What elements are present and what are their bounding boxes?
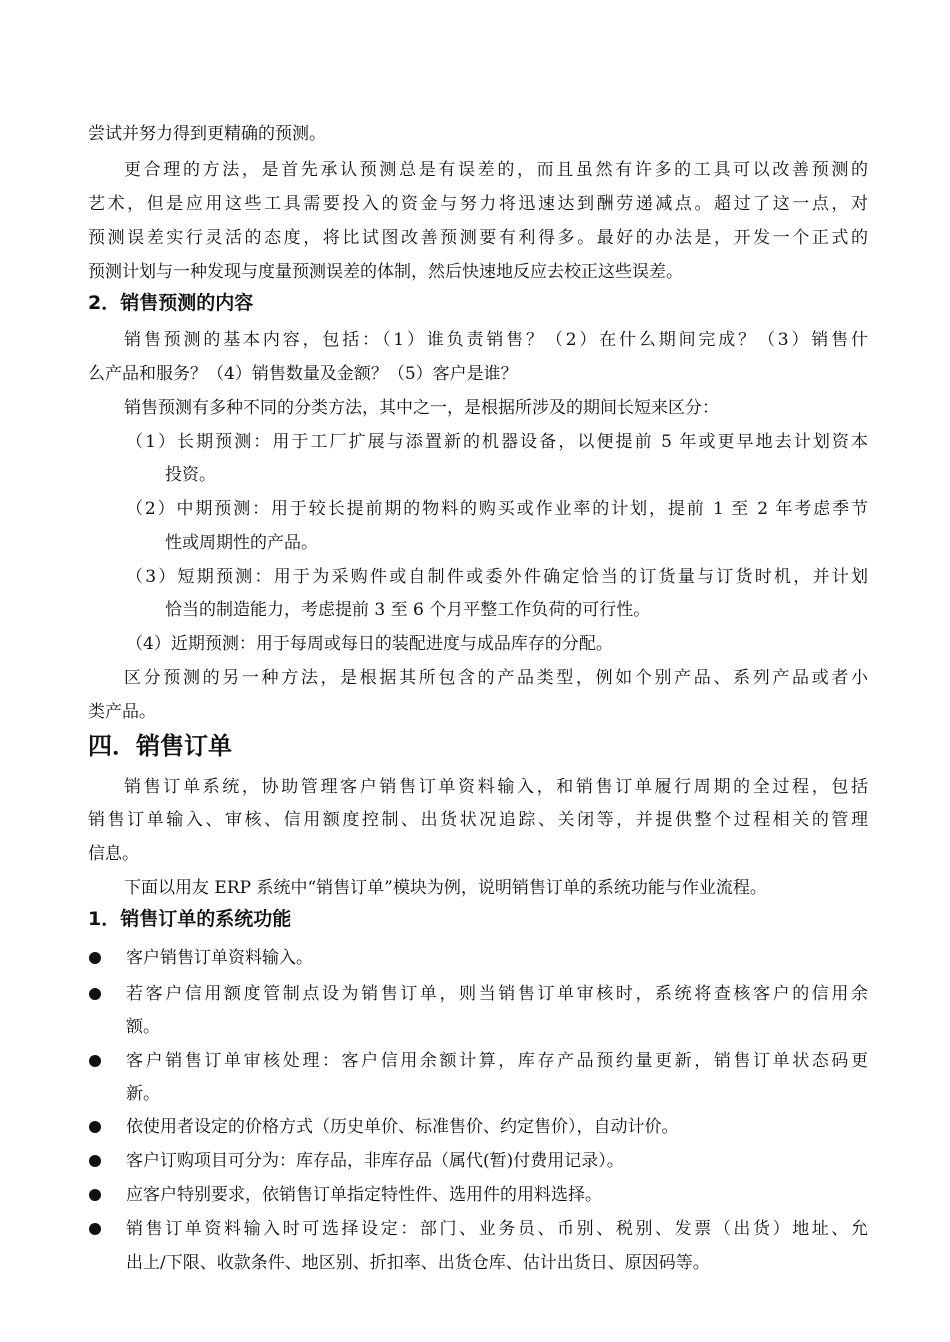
section-heading: 1．销售订单的系统功能	[88, 908, 292, 930]
paragraph-line: 下面以用友 ERP 系统中“销售订单”模块为例，说明销售订单的系统功能与作业流程。	[124, 878, 767, 898]
bullet-item-line: 额。	[126, 1017, 160, 1037]
paragraph-line: 类产品。	[88, 702, 156, 722]
bullet-icon	[89, 988, 101, 1000]
paragraph-line: 更合理的方法，是首先承认预测总是有误差的，而且虽然有许多的工具可以改善预测的	[124, 160, 868, 180]
bullet-icon	[89, 952, 101, 964]
list-item-line: （3）短期预测：用于为采购件或自制件或委外件确定恰当的订货量与订货时机，并计划	[126, 567, 868, 587]
paragraph-line: 销售订单输入、审核、信用额度控制、出货状况追踪、关闭等，并提供整个过程相关的管理	[88, 810, 868, 830]
bullet-item-line: 出上/下限、收款条件、地区别、折扣率、出货仓库、估计出货日、原因码等。	[126, 1253, 710, 1273]
bullet-icon	[89, 1121, 101, 1133]
bullet-item-line: 若客户信用额度管制点设为销售订单，则当销售订单审核时，系统将查核客户的信用余	[126, 984, 868, 1004]
chapter-heading: 四．销售订单	[88, 732, 232, 760]
bullet-icon	[89, 1223, 101, 1235]
list-item-line: 投资。	[165, 465, 216, 485]
bullet-item-line: 客户订购项目可分为：库存品，非库存品（属代(暂)付费用记录）。	[126, 1151, 624, 1171]
paragraph-line: 预测计划与一种发现与度量预测误差的体制，然后快速地反应去校正这些误差。	[88, 262, 683, 282]
paragraph-line: 销售订单系统，协助管理客户销售订单资料输入，和销售订单履行周期的全过程，包括	[124, 777, 868, 797]
bullet-item-line: 新。	[126, 1084, 160, 1104]
paragraph-line: 区分预测的另一种方法，是根据其所包含的产品类型，例如个别产品、系列产品或者小	[124, 668, 868, 688]
bullet-icon	[89, 1189, 101, 1201]
list-item-line: （2）中期预测：用于较长提前期的物料的购买或作业率的计划，提前 1 至 2 年考虑季节	[126, 499, 868, 519]
paragraph-line: 销售预测的基本内容，包括：（1）谁负责销售？（2）在什么期间完成？（3）销售什	[124, 330, 868, 350]
paragraph-line: 预测误差实行灵活的态度，将比试图改善预测要有利得多。最好的办法是，开发一个正式的	[88, 228, 868, 248]
bullet-item-line: 客户销售订单审核处理：客户信用余额计算，库存产品预约量更新，销售订单状态码更	[126, 1051, 868, 1071]
section-heading: 2．销售预测的内容	[88, 292, 254, 314]
bullet-icon	[89, 1155, 101, 1167]
paragraph-line: 么产品和服务？（4）销售数量及金额？（5）客户是谁？	[88, 364, 518, 384]
bullet-icon	[89, 1055, 101, 1067]
list-item-line: 性或周期性的产品。	[165, 533, 318, 553]
bullet-item-line: 销售订单资料输入时可选择设定：部门、业务员、币别、税别、发票（出货）地址、允	[126, 1219, 868, 1239]
paragraph-line: 尝试并努力得到更精确的预测。	[88, 124, 326, 144]
list-item-line: （4）近期预测：用于每周或每日的装配进度与成品库存的分配。	[126, 634, 613, 654]
paragraph-line: 销售预测有多种不同的分类方法，其中之一，是根据所涉及的期间长短来区分：	[124, 398, 719, 418]
list-item-line: 恰当的制造能力，考虑提前 3 至 6 个月平整工作负荷的可行性。	[165, 600, 651, 620]
paragraph-line: 艺术，但是应用这些工具需要投入的资金与努力将迅速达到酬劳递减点。超过了这一点，对	[88, 194, 868, 214]
bullet-item-line: 应客户特别要求，依销售订单指定特性件、选用件的用料选择。	[126, 1185, 602, 1205]
bullet-item-line: 依使用者设定的价格方式（历史单价、标准售价、约定售价），自动计价。	[126, 1117, 679, 1137]
list-item-line: （1）长期预测：用于工厂扩展与添置新的机器设备，以便提前 5 年或更早地去计划资本	[126, 432, 868, 452]
paragraph-line: 信息。	[88, 844, 139, 864]
bullet-item-line: 客户销售订单资料输入。	[126, 948, 313, 968]
